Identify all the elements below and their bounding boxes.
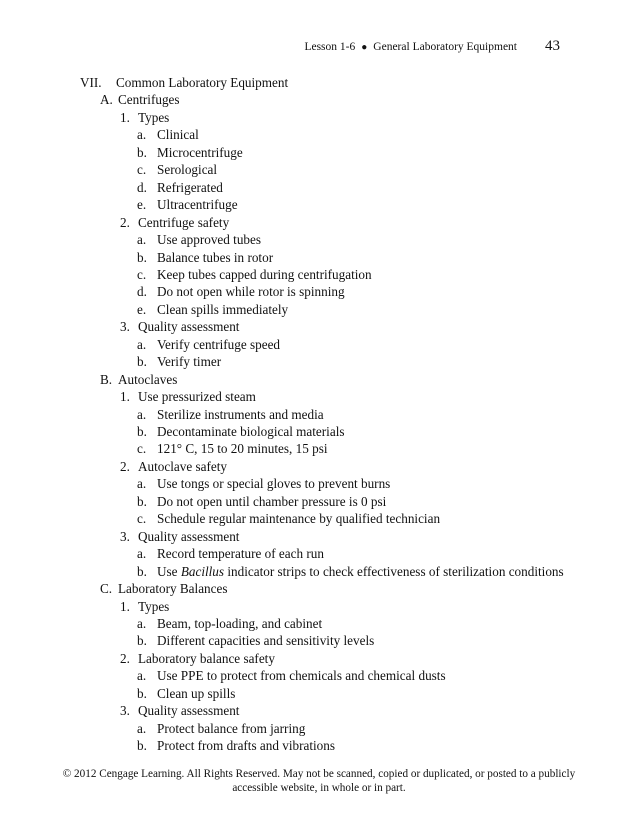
item-text: 121° C, 15 to 20 minutes, 15 psi <box>157 441 328 457</box>
item-label: C. <box>100 581 113 597</box>
lesson-label: Lesson 1-6 <box>304 41 356 53</box>
item-label: a. <box>137 476 147 492</box>
footer-line-1: © 2012 Cengage Learning. All Rights Reserved. May not be scanned, copied or duplicated, or posted to a publicly <box>62 768 576 780</box>
item-text: Serological <box>157 162 218 178</box>
item-text: Protect balance from jarring <box>157 720 306 736</box>
item-text: Centrifuges <box>118 92 180 108</box>
item-text: Autoclave safety <box>138 458 227 474</box>
item-text: Verify centrifuge speed <box>157 336 281 352</box>
item-label: A. <box>100 92 113 108</box>
item-label: 2. <box>120 458 130 474</box>
item-label: a. <box>137 546 147 562</box>
outline-item-level-2 <box>120 650 275 667</box>
item-label: 2. <box>120 214 130 230</box>
item-text: Clinical <box>157 127 199 143</box>
item-label: 1. <box>120 109 130 125</box>
outline-item-level-3 <box>137 563 564 580</box>
outline-item-level-3 <box>137 179 223 196</box>
item-label: c. <box>137 441 147 457</box>
outline-item-level-3 <box>137 126 199 143</box>
item-label: b. <box>137 354 147 370</box>
item-label: b. <box>137 738 147 754</box>
outline-item-level-3 <box>137 231 261 248</box>
item-label: a. <box>137 232 147 248</box>
item-text: Types <box>138 598 170 614</box>
item-label: e. <box>137 301 147 317</box>
outline-item-level-3 <box>137 440 328 457</box>
outline-item-level-3 <box>137 283 345 300</box>
item-text: Beam, top-loading, and cabinet <box>157 615 323 631</box>
header-bullet: ● <box>361 42 368 53</box>
item-label: b. <box>137 493 147 509</box>
item-text: Microcentrifuge <box>157 144 243 160</box>
item-label: d. <box>137 179 147 195</box>
item-text: Autoclaves <box>118 371 178 387</box>
item-text-before: Use <box>157 563 181 579</box>
item-label: 3. <box>120 319 130 335</box>
item-text: Record temperature of each run <box>157 546 324 562</box>
item-label: a. <box>137 406 147 422</box>
outline-item-level-2 <box>120 528 239 545</box>
item-label: d. <box>137 284 147 300</box>
item-text: Common Laboratory Equipment <box>116 75 289 90</box>
outline-item-level-3 <box>137 493 386 510</box>
outline-item-level-3 <box>137 545 324 562</box>
outline-item-level-1 <box>100 580 227 597</box>
item-text: Quality assessment <box>138 703 240 719</box>
item-label: B. <box>100 371 113 387</box>
item-text: Different capacities and sensitivity levels <box>157 633 375 649</box>
item-text: Types <box>138 109 170 125</box>
item-text: Laboratory balance safety <box>138 650 275 666</box>
item-text: Clean spills immediately <box>157 301 289 317</box>
item-text: Balance tubes in rotor <box>157 249 274 265</box>
item-text <box>157 563 564 580</box>
item-label: 3. <box>120 528 130 544</box>
outline-item-level-2 <box>120 214 229 231</box>
item-text: Clean up spills <box>157 685 236 701</box>
outline-item-level-0 <box>80 74 288 91</box>
item-label: c. <box>137 162 147 178</box>
item-label: b. <box>137 685 147 701</box>
outline-item-level-2 <box>120 702 239 719</box>
item-label: 1. <box>120 389 130 405</box>
outline-item-level-3 <box>137 336 280 353</box>
outline-item-level-3 <box>137 161 217 178</box>
outline-item-level-3 <box>137 301 288 318</box>
running-header <box>304 38 560 55</box>
outline-item-level-2 <box>120 458 227 475</box>
item-text: Quality assessment <box>138 319 240 335</box>
item-text: Centrifuge safety <box>138 214 230 230</box>
outline-item-level-2 <box>120 388 256 405</box>
item-text: Protect from drafts and vibrations <box>157 738 335 754</box>
item-label: a. <box>137 615 147 631</box>
outline-item-level-3 <box>137 475 390 492</box>
outline-item-level-1 <box>100 371 177 388</box>
item-text: Decontaminate biological materials <box>157 424 345 439</box>
outline-item-level-3 <box>137 144 243 161</box>
outline-item-level-3 <box>137 406 324 423</box>
item-label: c. <box>137 511 147 527</box>
item-label: b. <box>137 424 147 439</box>
item-label: 1. <box>120 598 130 614</box>
outline-item-level-3 <box>137 632 374 649</box>
item-text: Verify timer <box>157 354 222 370</box>
item-label: c. <box>137 266 147 282</box>
item-text-italic: Bacillus <box>180 563 225 579</box>
outline-item-level-3 <box>137 615 322 632</box>
section-title: General Laboratory Equipment <box>373 41 517 53</box>
item-label: b. <box>137 249 147 265</box>
item-label: a. <box>137 127 147 143</box>
item-label: 3. <box>120 703 130 719</box>
item-text: Sterilize instruments and media <box>157 406 324 422</box>
outline-item-level-3 <box>137 196 238 213</box>
outline-item-level-1 <box>100 91 180 108</box>
outline-item-level-2 <box>120 109 169 126</box>
item-label: e. <box>137 197 147 213</box>
outline-item-level-3 <box>137 685 235 702</box>
item-text: Ultracentrifuge <box>157 197 238 213</box>
item-label: 2. <box>120 650 130 666</box>
copyright-footer <box>40 767 598 795</box>
outline-item-level-3 <box>137 423 344 440</box>
page-number: 43 <box>545 38 560 54</box>
item-text-after: indicator strips to check effectiveness of sterilization conditions <box>224 563 564 579</box>
item-text: Keep tubes capped during centrifugation <box>157 266 372 282</box>
outline-item-level-3 <box>137 720 305 737</box>
item-text: Do not open while rotor is spinning <box>157 284 345 300</box>
outline-item-level-2 <box>120 598 169 615</box>
item-text: Use PPE to protect from chemicals and chemical dusts <box>157 668 446 684</box>
item-label: VII. <box>80 75 102 90</box>
item-label: a. <box>137 336 147 352</box>
outline-item-level-3 <box>137 249 273 266</box>
footer-line-2: accessible website, in whole or in part. <box>232 782 406 794</box>
item-text: Use pressurized steam <box>138 389 256 405</box>
item-label: b. <box>137 144 147 160</box>
item-label: b. <box>137 633 147 649</box>
outline-item-level-3 <box>137 266 372 283</box>
item-text: Laboratory Balances <box>118 581 228 597</box>
item-text: Use approved tubes <box>157 232 262 248</box>
item-text: Schedule regular maintenance by qualified technician <box>157 511 441 527</box>
outline-item-level-3 <box>137 667 446 684</box>
outline-item-level-3 <box>137 737 335 754</box>
outline-item-level-3 <box>137 353 221 370</box>
item-text: Use tongs or special gloves to prevent burns <box>157 476 391 492</box>
item-label: a. <box>137 720 147 736</box>
item-label: b. <box>137 563 147 579</box>
outline-item-level-3 <box>137 510 440 527</box>
item-text: Quality assessment <box>138 528 240 544</box>
item-text: Do not open until chamber pressure is 0 psi <box>157 493 387 509</box>
item-text: Refrigerated <box>157 179 223 195</box>
outline-item-level-2 <box>120 318 239 335</box>
item-label: a. <box>137 668 147 684</box>
